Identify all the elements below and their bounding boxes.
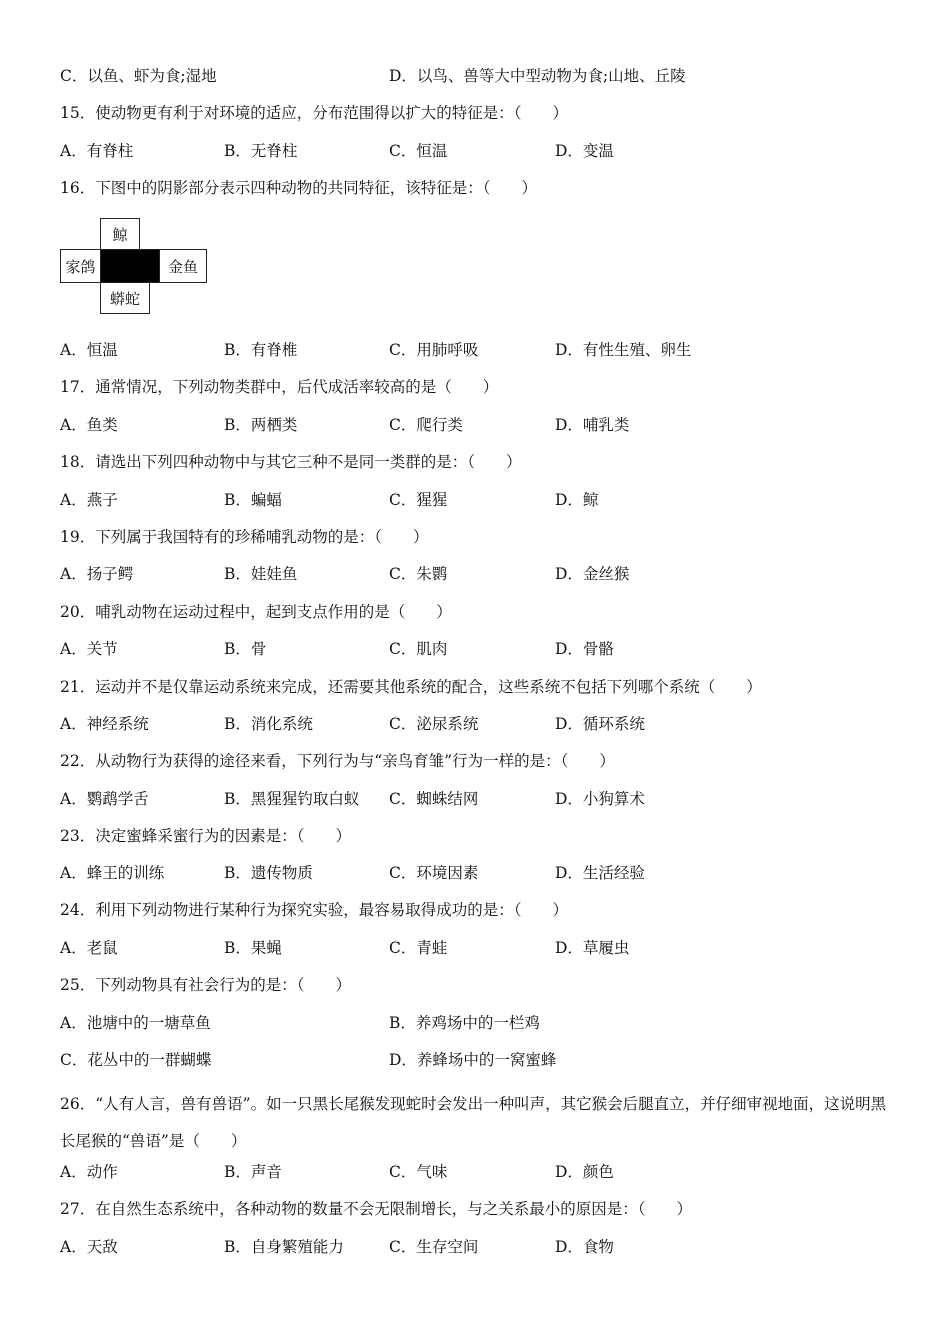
q22-option-d: D．小狗算术 bbox=[555, 790, 645, 808]
q19-option-d: D．金丝猴 bbox=[555, 565, 630, 583]
q27-option-b: B．自身繁殖能力 bbox=[224, 1238, 344, 1256]
figure-shaded-center bbox=[100, 249, 160, 283]
q15-option-b: B．无脊柱 bbox=[224, 142, 298, 160]
q21-option-c: C．泌尿系统 bbox=[389, 715, 479, 733]
q20-option-c: C．肌肉 bbox=[389, 640, 448, 658]
q26-option-d: D．颜色 bbox=[555, 1163, 614, 1181]
figure-left-cell: 家鸽 bbox=[60, 249, 101, 283]
q16-option-b: B．有脊椎 bbox=[224, 341, 298, 359]
q20-option-d: D．骨骼 bbox=[555, 640, 614, 658]
q25-stem: 25．下列动物具有社会行为的是：（ ） bbox=[60, 976, 351, 994]
q24-option-c: C．青蛙 bbox=[389, 939, 448, 957]
q25-option-a: A．池塘中的一塘草鱼 bbox=[60, 1014, 211, 1032]
q20-stem: 20．哺乳动物在运动过程中，起到支点作用的是（ ） bbox=[60, 603, 452, 621]
q27-option-d: D．食物 bbox=[555, 1238, 614, 1256]
q15-option-a: A．有脊柱 bbox=[60, 142, 134, 160]
q17-option-a: A．鱼类 bbox=[60, 416, 118, 434]
q16-figure bbox=[60, 218, 210, 318]
q18-option-a: A．燕子 bbox=[60, 491, 118, 509]
q24-option-d: D．草履虫 bbox=[555, 939, 630, 957]
q16-option-c: C．用肺呼吸 bbox=[389, 341, 479, 359]
q27-option-c: C．生存空间 bbox=[389, 1238, 479, 1256]
q17-option-d: D．哺乳类 bbox=[555, 416, 630, 434]
q14-option-c: C．以鱼、虾为食;湿地 bbox=[60, 67, 217, 85]
q25-option-b: B．养鸡场中的一栏鸡 bbox=[389, 1014, 540, 1032]
q15-option-d: D．变温 bbox=[555, 142, 614, 160]
q21-option-b: B．消化系统 bbox=[224, 715, 313, 733]
q19-stem: 19．下列属于我国特有的珍稀哺乳动物的是：（ ） bbox=[60, 528, 429, 546]
q24-option-b: B．果蝇 bbox=[224, 939, 282, 957]
q16-option-a: A．恒温 bbox=[60, 341, 118, 359]
q18-option-d: D．鲸 bbox=[555, 491, 599, 509]
q20-option-a: A．关节 bbox=[60, 640, 118, 658]
q16-stem: 16．下图中的阴影部分表示四种动物的共同特征，该特征是：（ ） bbox=[60, 179, 537, 197]
q19-option-a: A．扬子鳄 bbox=[60, 565, 134, 583]
q15-stem: 15．使动物更有利于对环境的适应，分布范围得以扩大的特征是：（ ） bbox=[60, 104, 568, 122]
q21-option-a: A．神经系统 bbox=[60, 715, 149, 733]
q18-stem: 18．请选出下列四种动物中与其它三种不是同一类群的是：（ ） bbox=[60, 453, 522, 471]
q16-option-d: D．有性生殖、卵生 bbox=[555, 341, 692, 359]
q18-option-b: B．蝙蝠 bbox=[224, 491, 282, 509]
q25-option-d: D．养蜂场中的一窝蜜蜂 bbox=[389, 1051, 557, 1069]
q23-option-d: D．生活经验 bbox=[555, 864, 645, 882]
q26-stem: 26．“人有人言，兽有兽语”。如一只黑长尾猴发现蛇时会发出一种叫声，其它猴会后腿直立，并仔细审视地面，这说明黑长尾猴的“兽语”是（ ） bbox=[60, 1095, 887, 1150]
q21-stem: 21．运动并不是仅靠运动系统来完成，还需要其他系统的配合，这些系统不包括下列哪个系统（ ） bbox=[60, 678, 762, 696]
q17-option-b: B．两栖类 bbox=[224, 416, 298, 434]
q22-option-c: C．蜘蛛结网 bbox=[389, 790, 479, 808]
q22-option-a: A．鹦鹉学舌 bbox=[60, 790, 149, 808]
q26-option-c: C．气味 bbox=[389, 1163, 448, 1181]
q22-option-b: B．黑猩猩钓取白蚁 bbox=[224, 790, 360, 808]
q26-option-a: A．动作 bbox=[60, 1163, 118, 1181]
q24-option-a: A．老鼠 bbox=[60, 939, 118, 957]
q17-stem: 17．通常情况，下列动物类群中，后代成活率较高的是（ ） bbox=[60, 378, 499, 396]
q19-option-b: B．娃娃鱼 bbox=[224, 565, 298, 583]
q27-stem: 27．在自然生态系统中，各种动物的数量不会无限制增长，与之关系最小的原因是：（ ） bbox=[60, 1200, 692, 1218]
q27-option-a: A．天敌 bbox=[60, 1238, 118, 1256]
q17-option-c: C．爬行类 bbox=[389, 416, 463, 434]
q23-option-a: A．蜂王的训练 bbox=[60, 864, 165, 882]
q23-option-c: C．环境因素 bbox=[389, 864, 479, 882]
figure-bottom-cell: 蟒蛇 bbox=[100, 282, 150, 314]
figure-right-cell: 金鱼 bbox=[159, 249, 207, 283]
q19-option-c: C．朱鹮 bbox=[389, 565, 448, 583]
q20-option-b: B．骨 bbox=[224, 640, 267, 658]
q14-option-d: D．以鸟、兽等大中型动物为食;山地、丘陵 bbox=[389, 67, 686, 85]
q23-option-b: B．遗传物质 bbox=[224, 864, 313, 882]
q22-stem: 22．从动物行为获得的途径来看，下列行为与“亲鸟育雏”行为一样的是：（ ） bbox=[60, 752, 615, 770]
figure-top-cell: 鲸 bbox=[100, 218, 140, 250]
q21-option-d: D．循环系统 bbox=[555, 715, 645, 733]
q18-option-c: C．猩猩 bbox=[389, 491, 448, 509]
q15-option-c: C．恒温 bbox=[389, 142, 448, 160]
q24-stem: 24．利用下列动物进行某种行为探究实验，最容易取得成功的是：（ ） bbox=[60, 901, 568, 919]
q25-option-c: C．花丛中的一群蝴蝶 bbox=[60, 1051, 212, 1069]
q23-stem: 23．决定蜜蜂采蜜行为的因素是：（ ） bbox=[60, 827, 351, 845]
q26-option-b: B．声音 bbox=[224, 1163, 282, 1181]
